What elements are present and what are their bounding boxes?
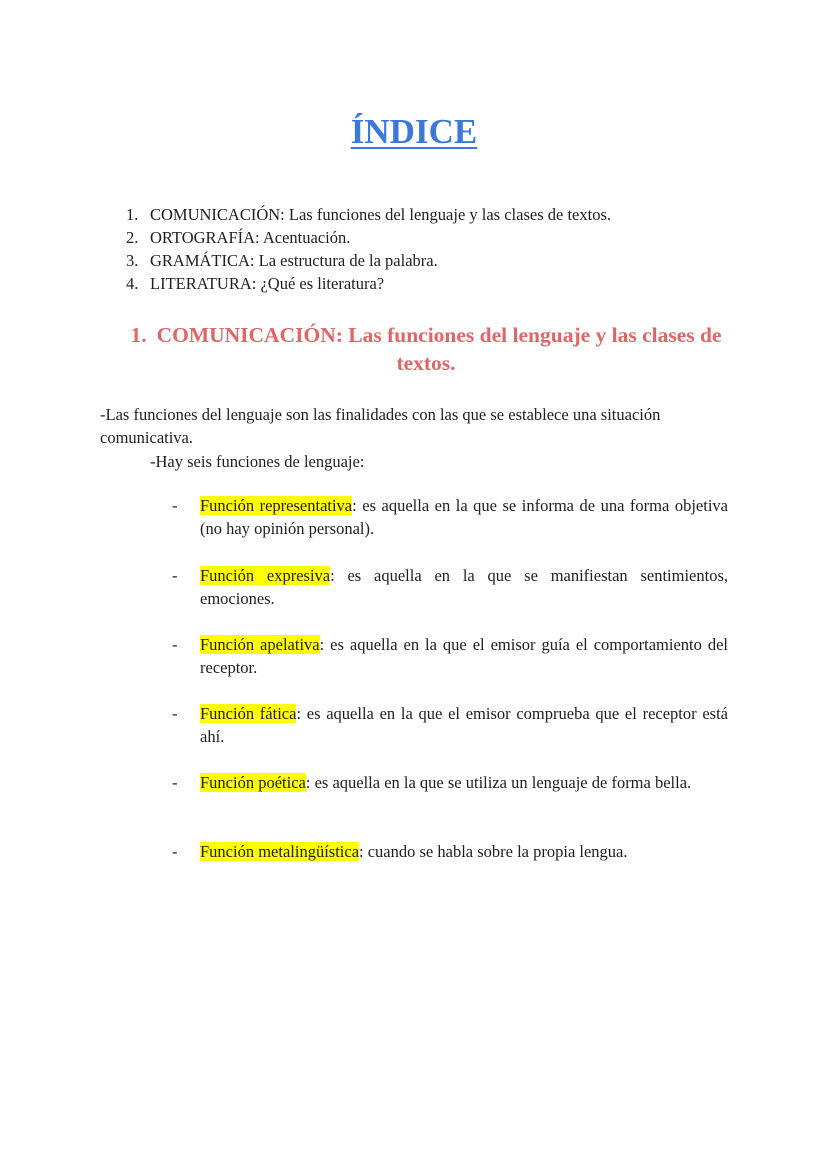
page-title: ÍNDICE [350, 112, 478, 151]
function-text [200, 494, 728, 540]
function-item [172, 771, 728, 794]
toc-item [126, 203, 611, 226]
function-description: : cuando se habla sobre la propia lengua. [359, 842, 628, 861]
toc-item-number: 4. [126, 274, 139, 293]
toc-item-number: 1. [126, 205, 139, 224]
function-text [200, 564, 728, 610]
function-term: Función apelativa [200, 635, 320, 654]
function-term: Función expresiva [200, 566, 331, 585]
function-item [172, 564, 728, 610]
function-text [200, 633, 728, 679]
function-description: : es aquella en la que se manifiestan sentimientos, emociones. [200, 566, 728, 608]
function-term: Función poética [200, 773, 306, 792]
function-item [172, 840, 728, 863]
function-text [200, 771, 728, 794]
toc-item-text: ORTOGRAFÍA: Acentuación. [150, 228, 351, 247]
list-dash: - [172, 496, 178, 515]
function-item [172, 633, 728, 679]
list-dash: - [172, 773, 178, 792]
intro-paragraph: -Las funciones del lenguaje son las finalidades con las que se establece una situación comunicativa. [100, 405, 661, 447]
function-term: Función representativa [200, 496, 353, 515]
function-description: : es aquella en la que el emisor guía el comportamiento del receptor. [200, 635, 728, 677]
toc-item-text: LITERATURA: ¿Qué es literatura? [150, 274, 385, 293]
function-text [200, 840, 728, 863]
toc-item [126, 272, 611, 295]
section-number: 1. [130, 323, 147, 347]
list-dash: - [172, 635, 178, 654]
list-dash: - [172, 566, 178, 585]
section-heading [120, 321, 732, 377]
list-dash: - [172, 842, 178, 861]
toc-item [126, 226, 611, 249]
section-heading-text: COMUNICACIÓN: Las funciones del lenguaje y las clases de textos. [156, 323, 722, 375]
function-term: Función fática [200, 704, 297, 723]
function-term: Función metalingüística [200, 842, 360, 861]
function-description: : es aquella en la que el emisor comprueba que el receptor está ahí. [200, 704, 728, 746]
table-of-contents [126, 203, 611, 295]
toc-item-number: 2. [126, 228, 139, 247]
toc-item-number: 3. [126, 251, 139, 270]
function-description: : es aquella en la que se informa de una forma objetiva (no hay opinión personal). [200, 496, 728, 538]
subintro-paragraph: -Hay seis funciones de lenguaje: [150, 452, 365, 471]
toc-item-text: GRAMÁTICA: La estructura de la palabra. [150, 251, 438, 270]
toc-item [126, 249, 611, 272]
function-text [200, 702, 728, 748]
function-item [172, 702, 728, 748]
function-description: : es aquella en la que se utiliza un lenguaje de forma bella. [305, 773, 692, 792]
function-item [172, 494, 728, 540]
list-dash: - [172, 704, 178, 723]
toc-item-text: COMUNICACIÓN: Las funciones del lenguaje y las clases de textos. [150, 205, 611, 224]
